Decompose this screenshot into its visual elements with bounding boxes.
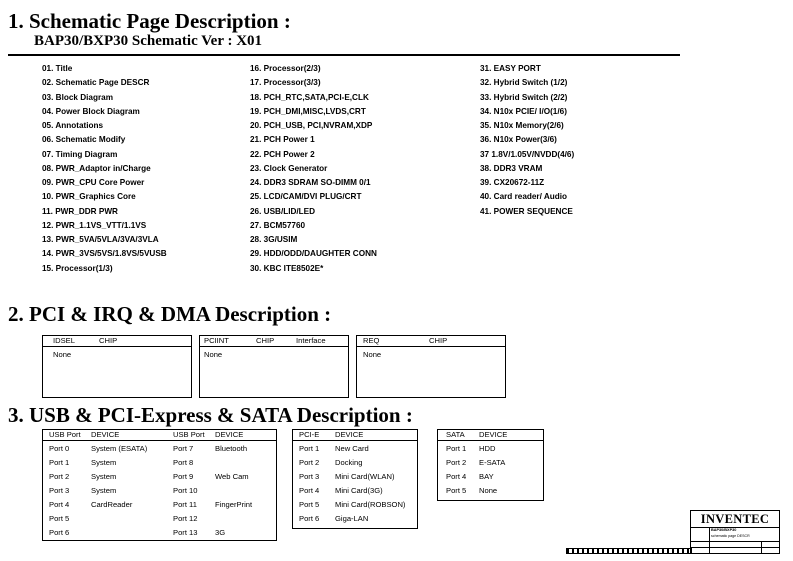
table-cell: Port 10 bbox=[173, 486, 198, 495]
page-list-item: 20. PCH_USB, PCI,NVRAM,XDP bbox=[250, 121, 373, 130]
table-row bbox=[293, 442, 417, 456]
table-cell: Port 1 bbox=[49, 458, 70, 467]
table-cell: Port 3 bbox=[49, 486, 70, 495]
page-list-item: 25. LCD/CAM/DVI PLUG/CRT bbox=[250, 192, 362, 202]
table-cell: Giga-LAN bbox=[335, 514, 369, 523]
page-list-item: 30. KBC ITE8502E* bbox=[250, 263, 324, 273]
table-header bbox=[43, 430, 276, 441]
section1-subtitle: BAP30/BXP30 Schematic Ver : X01 bbox=[34, 33, 263, 49]
table-cell: Port 2 bbox=[299, 458, 320, 467]
page-list-item: 38. DDR3 VRAM bbox=[480, 163, 543, 173]
table-cell: Port 12 bbox=[173, 514, 198, 523]
table-row bbox=[43, 470, 276, 484]
column-header: PCIINT bbox=[204, 336, 229, 345]
table-cell: Port 5 bbox=[49, 514, 70, 523]
page-list-item: 15. Processor(1/3) bbox=[42, 263, 113, 273]
table-cell: FingerPrint bbox=[215, 500, 253, 509]
table-cell: None bbox=[363, 350, 382, 359]
table-row bbox=[43, 512, 276, 526]
page-list-item: 01. Title bbox=[42, 64, 73, 73]
column-header: CHIP bbox=[429, 336, 448, 345]
table-cell: BAY bbox=[479, 472, 494, 481]
table-cell: Docking bbox=[335, 458, 363, 467]
section1-rule bbox=[8, 54, 680, 56]
table-header bbox=[200, 336, 348, 347]
table-row bbox=[43, 442, 276, 456]
table-cell: Mini Card(3G) bbox=[335, 486, 383, 495]
table-cell: Port 4 bbox=[446, 472, 467, 481]
page-list-item: 28. 3G/USIM bbox=[250, 235, 298, 244]
table-row bbox=[43, 498, 276, 512]
table-row bbox=[43, 484, 276, 498]
title-block bbox=[690, 510, 780, 554]
sheet-title: schematic page DESCR bbox=[711, 534, 750, 538]
table-header bbox=[293, 430, 417, 441]
section1-title: 1. Schematic Page Description : bbox=[8, 9, 291, 33]
page-list-item: 11. PWR_DDR PWR bbox=[42, 206, 118, 216]
table-cell: Port 7 bbox=[173, 444, 194, 453]
page-list-item: 10. PWR_Graphics Core bbox=[42, 192, 136, 202]
page-list-item: 14. PWR_3VS/5VS/1.8VS/5VUSB bbox=[42, 249, 167, 259]
page-list-item: 13. PWR_5VA/5VLA/3VA/3VLA bbox=[42, 235, 159, 244]
table-header bbox=[43, 336, 191, 347]
table-cell: Port 3 bbox=[299, 472, 320, 481]
page-list-item: 41. POWER SEQUENCE bbox=[480, 206, 573, 216]
table-row bbox=[438, 442, 543, 456]
column-header: REQ bbox=[363, 336, 380, 345]
page-list-item: 23. Clock Generator bbox=[250, 163, 328, 173]
page-list-item: 06. Schematic Modify bbox=[42, 135, 126, 145]
column-header: DEVICE bbox=[215, 430, 244, 439]
pci-idsel-table bbox=[42, 335, 192, 398]
page-list-item: 27. BCM57760 bbox=[250, 220, 306, 230]
project-name: BAP30/BXP30 bbox=[711, 528, 737, 532]
table-cell: Port 11 bbox=[173, 500, 197, 509]
page-list-item: 26. USB/LID/LED bbox=[250, 206, 316, 216]
page-list-item: 12. PWR_1.1VS_VTT/1.1VS bbox=[42, 220, 147, 230]
section3-title: 3. USB & PCI-Express & SATA Description : bbox=[8, 403, 413, 427]
column-header: DEVICE bbox=[335, 430, 364, 439]
page-list-item: 37 1.8V/1.05V/NVDD(4/6) bbox=[480, 149, 575, 159]
page-list-item: 18. PCH_RTC,SATA,PCI-E,CLK bbox=[250, 92, 369, 102]
page-list-item: 22. PCH Power 2 bbox=[250, 149, 315, 159]
table-cell: E-SATA bbox=[479, 458, 506, 467]
page-list-item: 19. PCH_DMI,MISC,LVDS,CRT bbox=[250, 106, 366, 116]
table-cell: Mini Card(WLAN) bbox=[335, 472, 395, 481]
table-cell: Port 1 bbox=[299, 444, 320, 453]
table-header bbox=[357, 336, 505, 347]
table-cell: Port 6 bbox=[299, 514, 320, 523]
page-list-item: 33. Hybrid Switch (2/2) bbox=[480, 92, 568, 102]
page-list-item: 07. Timing Diagram bbox=[42, 149, 118, 159]
page-list-item: 35. N10x Memory(2/6) bbox=[480, 121, 564, 130]
column-header: IDSEL bbox=[53, 336, 75, 345]
table-cell: System bbox=[91, 472, 117, 481]
section2-title: 2. PCI & IRQ & DMA Description : bbox=[8, 302, 332, 326]
page-list-item: 05. Annotations bbox=[42, 121, 104, 130]
table-cell: None bbox=[479, 486, 498, 495]
column-header: CHIP bbox=[256, 336, 275, 345]
column-header: Interface bbox=[296, 336, 326, 345]
pci-req-table bbox=[356, 335, 506, 398]
page-list-column-2 bbox=[250, 62, 377, 276]
page-list-item: 09. PWR_CPU Core Power bbox=[42, 178, 145, 187]
table-cell: CardReader bbox=[91, 500, 133, 509]
pcie-table bbox=[292, 429, 418, 529]
page-list-item: 04. Power Block Diagram bbox=[42, 106, 140, 116]
page-list-item: 31. EASY PORT bbox=[480, 64, 541, 73]
table-cell: Web Cam bbox=[215, 472, 249, 481]
table-cell: Port 5 bbox=[446, 486, 467, 495]
table-cell: None bbox=[204, 350, 223, 359]
table-row bbox=[293, 512, 417, 526]
table-row bbox=[293, 470, 417, 484]
table-cell: Port 1 bbox=[446, 444, 467, 453]
table-cell: HDD bbox=[479, 444, 496, 453]
page-list-item: 39. CX20672-11Z bbox=[480, 178, 545, 187]
table-row bbox=[293, 484, 417, 498]
page-list-item: 40. Card reader/ Audio bbox=[480, 192, 568, 202]
column-header: CHIP bbox=[99, 336, 118, 345]
table-cell: Port 4 bbox=[49, 500, 70, 509]
page-list-item: 21. PCH Power 1 bbox=[250, 135, 315, 145]
table-cell: Mini Card(ROBSON) bbox=[335, 500, 406, 509]
page-list-item: 34. N10x PCIE/ I/O(1/6) bbox=[480, 106, 567, 116]
table-cell: Port 9 bbox=[173, 472, 194, 481]
table-cell: Bluetooth bbox=[215, 444, 248, 453]
page-list-item: 02. Schematic Page DESCR bbox=[42, 78, 150, 88]
usb-table bbox=[42, 429, 277, 541]
table-row bbox=[438, 470, 543, 484]
table-row bbox=[43, 456, 276, 470]
column-header: SATA bbox=[446, 430, 465, 439]
page-list-item: 24. DDR3 SDRAM SO-DIMM 0/1 bbox=[250, 178, 371, 187]
sata-table bbox=[437, 429, 544, 501]
table-cell: Port 0 bbox=[49, 444, 70, 453]
page-list-item: 08. PWR_Adaptor in/Charge bbox=[42, 163, 151, 173]
page-list-item: 03. Block Diagram bbox=[42, 92, 113, 102]
table-row bbox=[438, 456, 543, 470]
page-list-item: 36. N10x Power(3/6) bbox=[480, 135, 557, 145]
table-row bbox=[438, 484, 543, 498]
column-header: DEVICE bbox=[479, 430, 508, 439]
revision-strip bbox=[566, 548, 692, 554]
company-name: INVENTEC bbox=[700, 512, 770, 526]
table-cell: System bbox=[91, 486, 117, 495]
table-cell: Port 5 bbox=[299, 500, 320, 509]
table-cell: 3G bbox=[215, 528, 226, 537]
page-list-item: 32. Hybrid Switch (1/2) bbox=[480, 78, 568, 88]
table-header bbox=[438, 430, 543, 441]
table-cell: None bbox=[53, 350, 72, 359]
column-header: PCI-E bbox=[299, 430, 320, 439]
table-cell: Port 2 bbox=[446, 458, 467, 467]
column-header: USB Port bbox=[49, 430, 81, 439]
table-row bbox=[293, 456, 417, 470]
table-cell: System (ESATA) bbox=[91, 444, 148, 453]
table-cell: System bbox=[91, 458, 117, 467]
page-list-item: 16. Processor(2/3) bbox=[250, 64, 321, 73]
table-cell: Port 2 bbox=[49, 472, 70, 481]
page-list-item: 29. HDD/ODD/DAUGHTER CONN bbox=[250, 249, 377, 259]
page-list-column-3 bbox=[480, 62, 574, 219]
table-row bbox=[293, 498, 417, 512]
table-cell: Port 6 bbox=[49, 528, 70, 537]
table-cell: New Card bbox=[335, 444, 369, 453]
table-cell: Port 4 bbox=[299, 486, 320, 495]
table-cell: Port 8 bbox=[173, 458, 194, 467]
table-cell: Port 13 bbox=[173, 528, 198, 537]
page-list-item: 17. Processor(3/3) bbox=[250, 78, 321, 88]
table-row bbox=[43, 526, 276, 540]
pci-int-table bbox=[199, 335, 349, 398]
column-header: USB Port bbox=[173, 430, 205, 439]
page-list-column-1 bbox=[42, 62, 167, 276]
column-header: DEVICE bbox=[91, 430, 120, 439]
